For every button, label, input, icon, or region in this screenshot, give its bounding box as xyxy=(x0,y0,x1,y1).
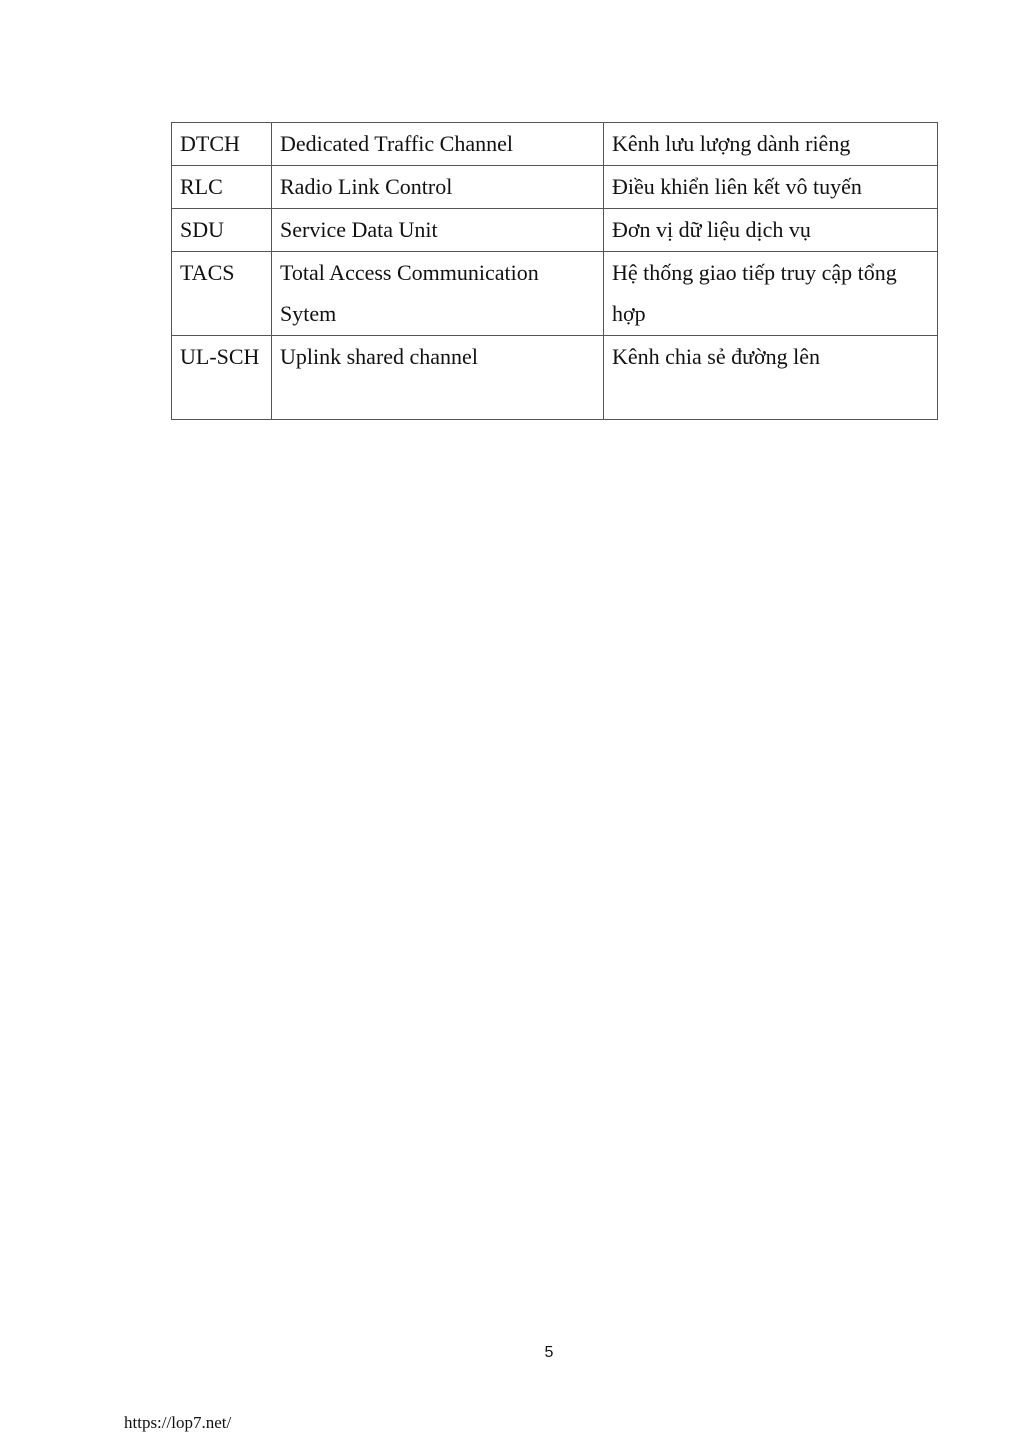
page-number: 5 xyxy=(544,1344,554,1361)
table-row xyxy=(172,336,938,420)
english-term-cell: Total Access Communication Sytem xyxy=(272,252,604,336)
english-term-cell: Dedicated Traffic Channel xyxy=(272,123,604,166)
vietnamese-term-cell: Kênh chia sẻ đường lên xyxy=(604,336,938,420)
english-term-cell: Radio Link Control xyxy=(272,166,604,209)
table-row xyxy=(172,123,938,166)
vietnamese-term-cell: Đơn vị dữ liệu dịch vụ xyxy=(604,209,938,252)
abbreviation-cell: TACS xyxy=(172,252,272,336)
english-term-cell: Uplink shared channel xyxy=(272,336,604,420)
abbreviation-cell: UL-SCH xyxy=(172,336,272,420)
abbreviation-cell: SDU xyxy=(172,209,272,252)
english-term-cell: Service Data Unit xyxy=(272,209,604,252)
vietnamese-term-cell: Điều khiển liên kết vô tuyến xyxy=(604,166,938,209)
table-row xyxy=(172,166,938,209)
table-row xyxy=(172,252,938,336)
abbreviation-cell: RLC xyxy=(172,166,272,209)
vietnamese-term-cell: Kênh lưu lượng dành riêng xyxy=(604,123,938,166)
abbreviation-cell: DTCH xyxy=(172,123,272,166)
vietnamese-term-cell: Hệ thống giao tiếp truy cập tổng hợp xyxy=(604,252,938,336)
footer-url-link[interactable]: https://lop7.net/ xyxy=(124,1413,232,1432)
abbreviation-table xyxy=(171,122,938,420)
table-row xyxy=(172,209,938,252)
